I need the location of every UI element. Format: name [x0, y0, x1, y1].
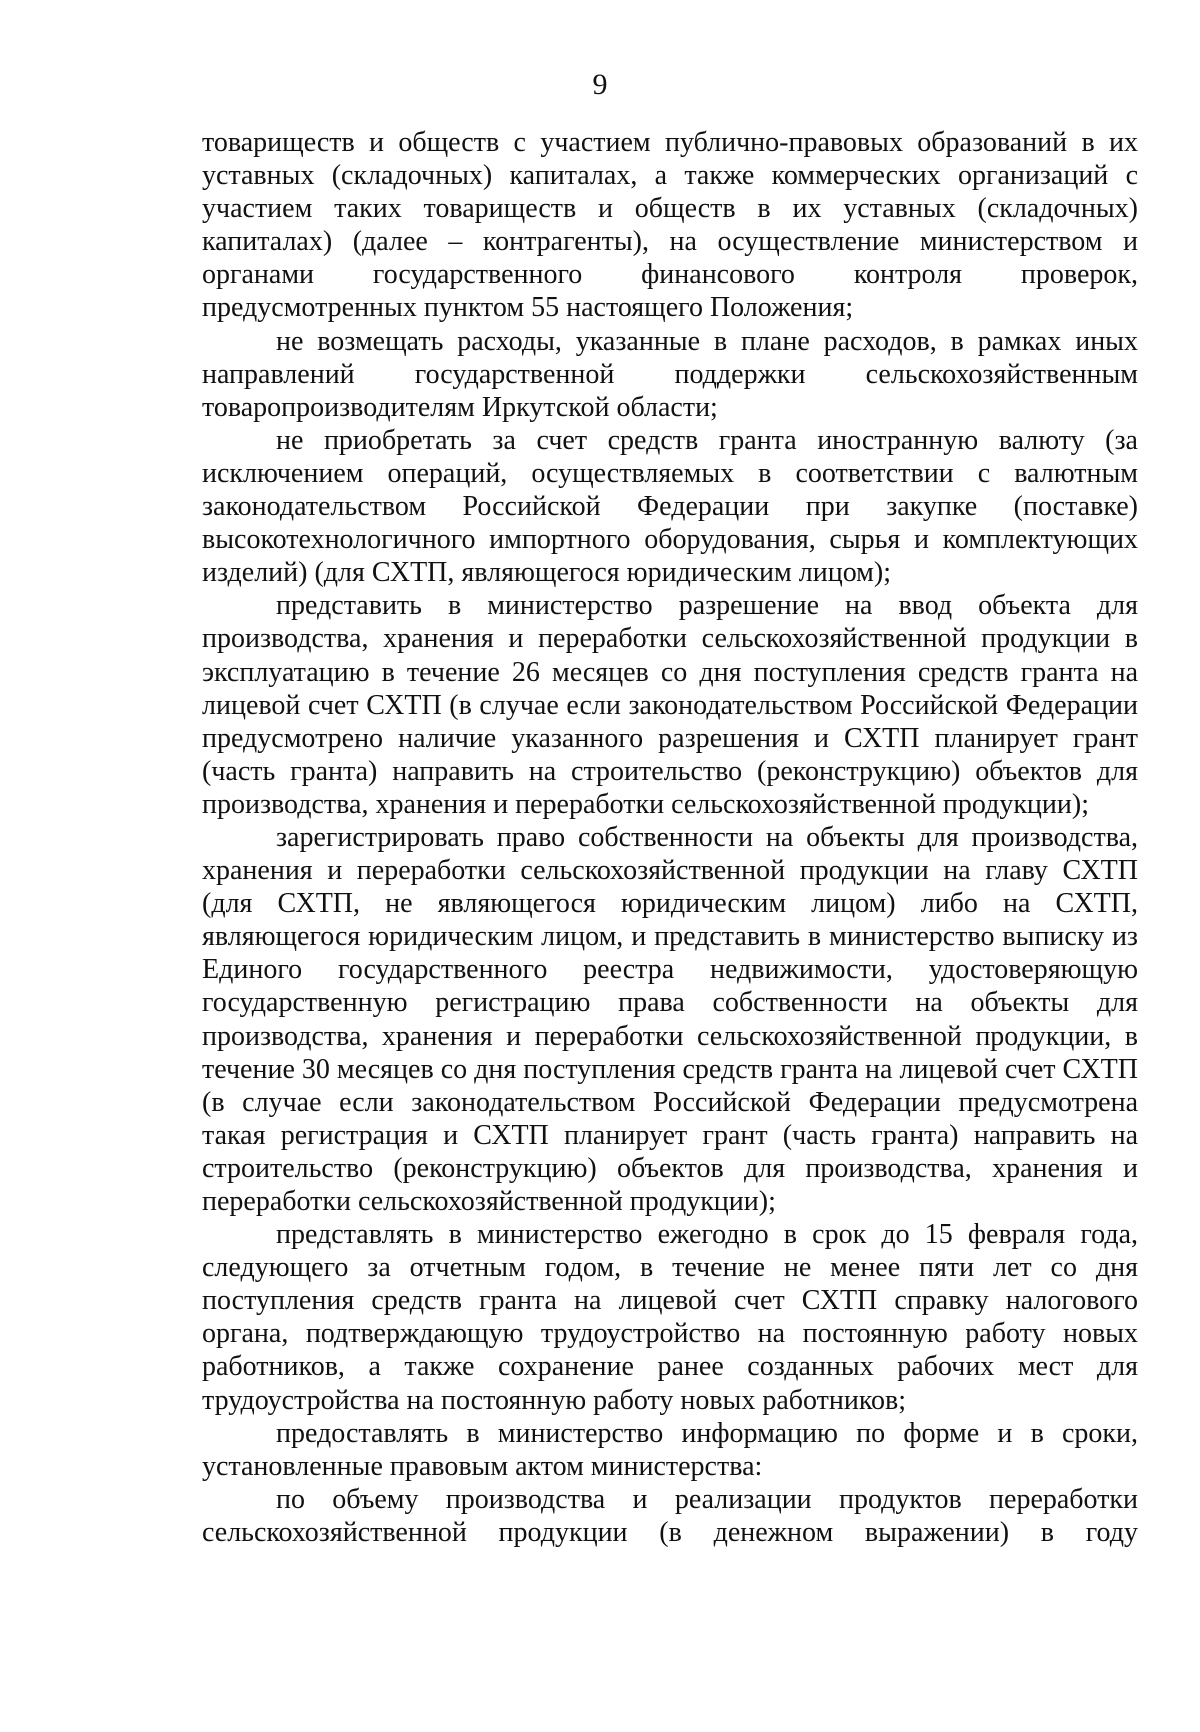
paragraph: не приобретать за счет средств гранта иностранную валюту (за исключением операций, осуществляемых в соответствии с валютным законодательством Российской Федерации при закупке (поставке) высокотехнологичного импортного оборудования, сырья и комплектующих изделий) (для СХТП, являющегося юридическим лицом);	[202, 424, 1138, 589]
paragraph: не возмещать расходы, указанные в плане расходов, в рамках иных направлений государственной поддержки сельскохозяйственным товаропроизводителям Иркутской области;	[202, 325, 1138, 423]
paragraph: предоставлять в министерство информацию по форме и в сроки, установленные правовым актом министерства:	[202, 1417, 1138, 1482]
paragraph: представлять в министерство ежегодно в срок до 15 февраля года, следующего за отчетным годом, в течение не менее пяти лет со дня поступления средств гранта на лицевой счет СХТП справку налогового органа, подтверждающую трудоустройство на постоянную работу новых работников, а также сохранение ранее созданных рабочих мест для трудоустройства на постоянную работу новых работников;	[202, 1219, 1138, 1416]
paragraph-truncated: по объему производства и реализации продуктов переработки сельскохозяйственной продукции (в денежном выражении) в году	[202, 1483, 1138, 1548]
page-number: 9	[592, 68, 608, 101]
document-body	[202, 126, 1138, 1549]
paragraph-continuation: товариществ и обществ с участием публично-правовых образований в их уставных (складочных) капиталах, а также коммерческих организаций с участием таких товариществ и обществ в их уставных (складочных) капиталах) (далее – контрагенты), на осуществление министерством и органами государственного финансового контроля проверок, предусмотренных пунктом 55 настоящего Положения;	[202, 127, 1138, 324]
paragraph: зарегистрировать право собственности на объекты для производства, хранения и переработки сельскохозяйственной продукции на главу СХТП (для СХТП, не являющегося юридическим лицом) либо на СХТП, являющегося юридическим лицом, и представить в министерство выписку из Единого государственного реестра недвижимости, удостоверяющую государственную регистрацию права собственности на объекты для производства, хранения и переработки сельскохозяйственной продукции, в течение 30 месяцев со дня поступления средств гранта на лицевой счет СХТП (в случае если законодательством Российской Федерации предусмотрена такая регистрация и СХТП планирует грант (часть гранта) направить на строительство (реконструкцию) объектов для производства, хранения и переработки сельскохозяйственной продукции);	[202, 821, 1138, 1217]
paragraph: представить в министерство разрешение на ввод объекта для производства, хранения и переработки сельскохозяйственной продукции в эксплуатацию в течение 26 месяцев со дня поступления средств гранта на лицевой счет СХТП (в случае если законодательством Российской Федерации предусмотрено наличие указанного разрешения и СХТП планирует грант (часть гранта) направить на строительство (реконструкцию) объектов для производства, хранения и переработки сельскохозяйственной продукции);	[202, 590, 1138, 820]
